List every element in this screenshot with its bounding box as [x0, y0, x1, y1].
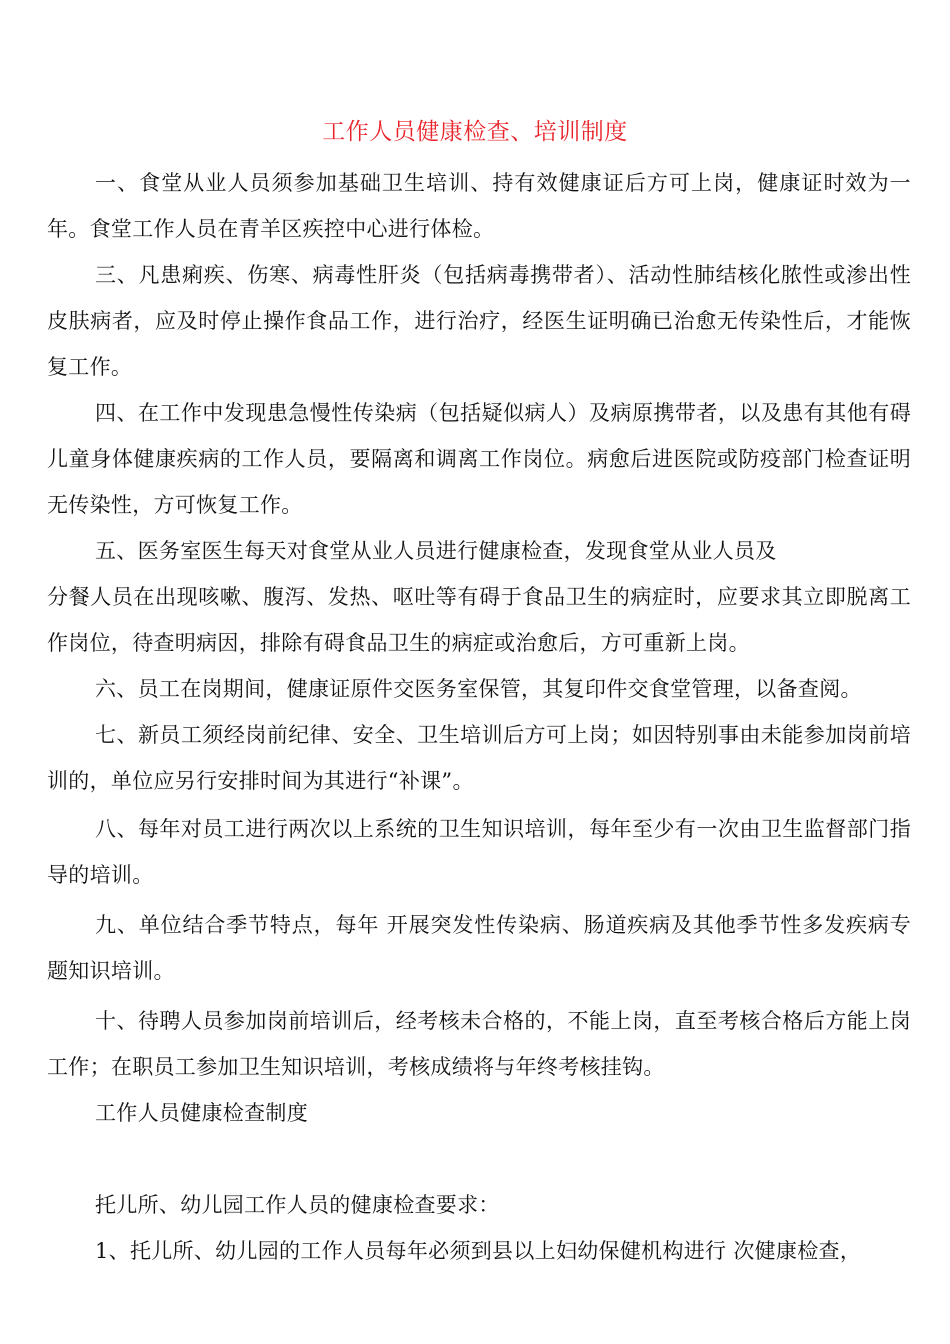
paragraph-10: 十、待聘人员参加岗前培训后，经考核未合格的，不能上岗，直至考核合格后方能上岗工作；在职员工参加卫生知识培训，考核成绩将与年终考核挂钩。	[47, 1009, 911, 1079]
document-title: 工作人员健康检查、培训制度	[322, 119, 628, 145]
paragraph-5-continuation: 分餐人员在出现咳嗽、腹泻、发热、呕吐等有碍于食品卫生的病症时，应要求其立即脱离工作岗位，待查明病因，排除有碍食品卫生的病症或治愈后，方可重新上岗。	[47, 585, 911, 655]
requirement-1: 1、托儿所、幼儿园的工作人员每年必须到县以上妇幼保健机构进行 次健康检查，	[95, 1239, 862, 1263]
section-subtitle: 工作人员健康检查制度	[95, 1101, 308, 1125]
paragraph-6: 六、员工在岗期间，健康证原件交医务室保管，其复印件交食堂管理，以备查阅。	[95, 677, 862, 701]
paragraph-9: 九、单位结合季节特点，每年 开展突发性传染病、肠道疾病及其他季节性多发疾病专题知识培训。	[47, 913, 911, 983]
paragraph-5-first-line: 五、医务室医生每天对食堂从业人员进行健康检查，发现食堂从业人员及	[95, 539, 777, 563]
paragraph-4: 四、在工作中发现患急慢性传染病（包括疑似病人）及病原携带者，以及患有其他有碍儿童身体健康疾病的工作人员，要隔离和调离工作岗位。病愈后进医院或防疫部门检查证明无传染性，方可恢复工作。	[47, 401, 911, 517]
paragraph-8: 八、每年对员工进行两次以上系统的卫生知识培训，每年至少有一次由卫生监督部门指导的培训。	[47, 817, 911, 887]
paragraph-3: 三、凡患痢疾、伤寒、病毒性肝炎（包括病毒携带者）、活动性肺结核化脓性或渗出性皮肤病者，应及时停止操作食品工作，进行治疗，经医生证明确已治愈无传染性后，才能恢复工作。	[47, 263, 911, 379]
requirements-heading: 托儿所、幼儿园工作人员的健康检查要求：	[95, 1193, 500, 1217]
paragraph-1: 一、食堂从业人员须参加基础卫生培训、持有效健康证后方可上岗，健康证时效为一年。食堂工作人员在青羊区疾控中心进行体检。	[47, 171, 911, 241]
paragraph-7: 七、新员工须经岗前纪律、安全、卫生培训后方可上岗；如因特别事由未能参加岗前培训的，单位应另行安排时间为其进行“补课”。	[47, 723, 911, 793]
